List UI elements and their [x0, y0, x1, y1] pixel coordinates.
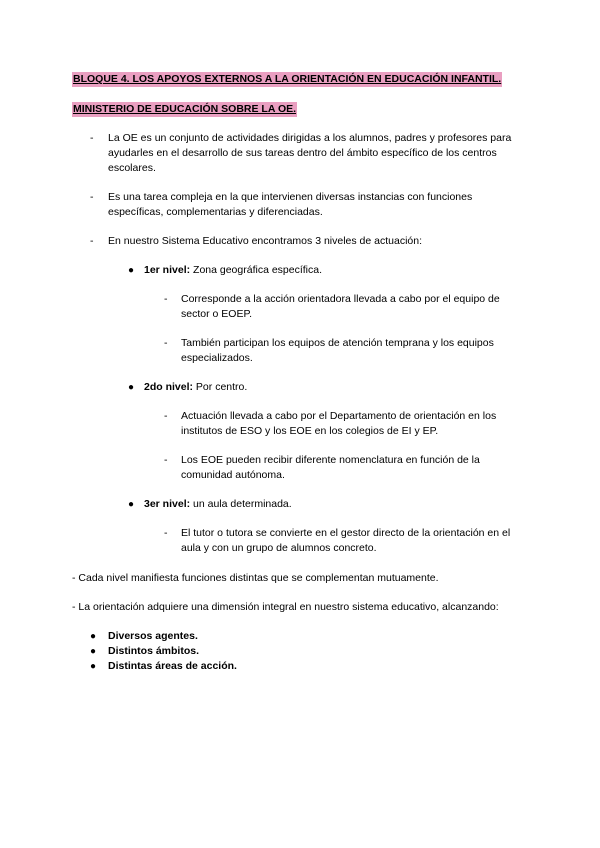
level-3-text: un aula determinada. — [190, 498, 292, 510]
final-bullet: Distintos ámbitos. — [108, 645, 200, 657]
level-1-item: Corresponde a la acción orientadora llevada a cabo por el equipo de sector o EOEP. — [181, 293, 500, 320]
block-title: BLOQUE 4. LOS APOYOS EXTERNOS A LA ORIENTACIÓN EN EDUCACIÓN INFANTIL. — [73, 73, 502, 85]
paragraph-three-levels: En nuestro Sistema Educativo encontramos 3 niveles de actuación: — [108, 235, 423, 247]
level-3-label: 3er nivel: — [144, 498, 191, 510]
level-1-label: 1er nivel: — [144, 264, 191, 276]
dash-marker: - — [90, 235, 94, 247]
paragraph-complex-task: Es una tarea compleja en la que intervienen diversas instancias con funciones específicas, complementarias y diferenciadas. — [108, 191, 473, 218]
section-title: MINISTERIO DE EDUCACIÓN SOBRE LA OE. — [73, 103, 297, 115]
level-2-item: Los EOE pueden recibir diferente nomenclatura en función de la comunidad autónoma. — [181, 454, 480, 481]
dash-marker: - — [90, 191, 94, 203]
bullet-icon: ● — [128, 382, 135, 393]
dash-marker: - — [90, 132, 94, 144]
dash-marker: - — [164, 293, 168, 305]
level-2 — [144, 380, 524, 395]
bullet-icon: ● — [90, 646, 97, 657]
level-1-text: Zona geográfica específica. — [190, 264, 323, 276]
bullet-icon: ● — [128, 265, 135, 276]
dash-marker: - — [164, 527, 168, 539]
level-3 — [144, 497, 524, 512]
paragraph-oe-definition: La OE es un conjunto de actividades dirigidas a los alumnos, padres y profesores para ayudarles en el desarrollo de sus tareas dentro del ámbito específico de los centros escolares. — [108, 132, 512, 174]
dash-marker: - — [164, 454, 168, 466]
level-1-item: También participan los equipos de atención temprana y los equipos especializados. — [181, 337, 494, 364]
level-1 — [144, 263, 524, 278]
level-3-item: El tutor o tutora se convierte en el gestor directo de la orientación en el aula y con un grupo de alumnos concreto. — [181, 527, 511, 554]
level-2-text: Por centro. — [193, 381, 248, 393]
bullet-icon: ● — [90, 631, 97, 642]
dash-marker: - — [164, 337, 168, 349]
final-bullet: Distintas áreas de acción. — [108, 660, 237, 672]
dash-marker: - — [164, 410, 168, 422]
bullet-icon: ● — [90, 661, 97, 672]
closing-line: - La orientación adquiere una dimensión integral en nuestro sistema educativo, alcanzando: — [72, 601, 499, 613]
bullet-icon: ● — [128, 499, 135, 510]
level-2-label: 2do nivel: — [144, 381, 194, 393]
closing-line: - Cada nivel manifiesta funciones distintas que se complementan mutuamente. — [72, 572, 439, 584]
final-bullet: Diversos agentes. — [108, 630, 198, 642]
level-2-item: Actuación llevada a cabo por el Departamento de orientación en los institutos de ESO y los EOE en los colegios de EI y EP. — [181, 410, 497, 437]
